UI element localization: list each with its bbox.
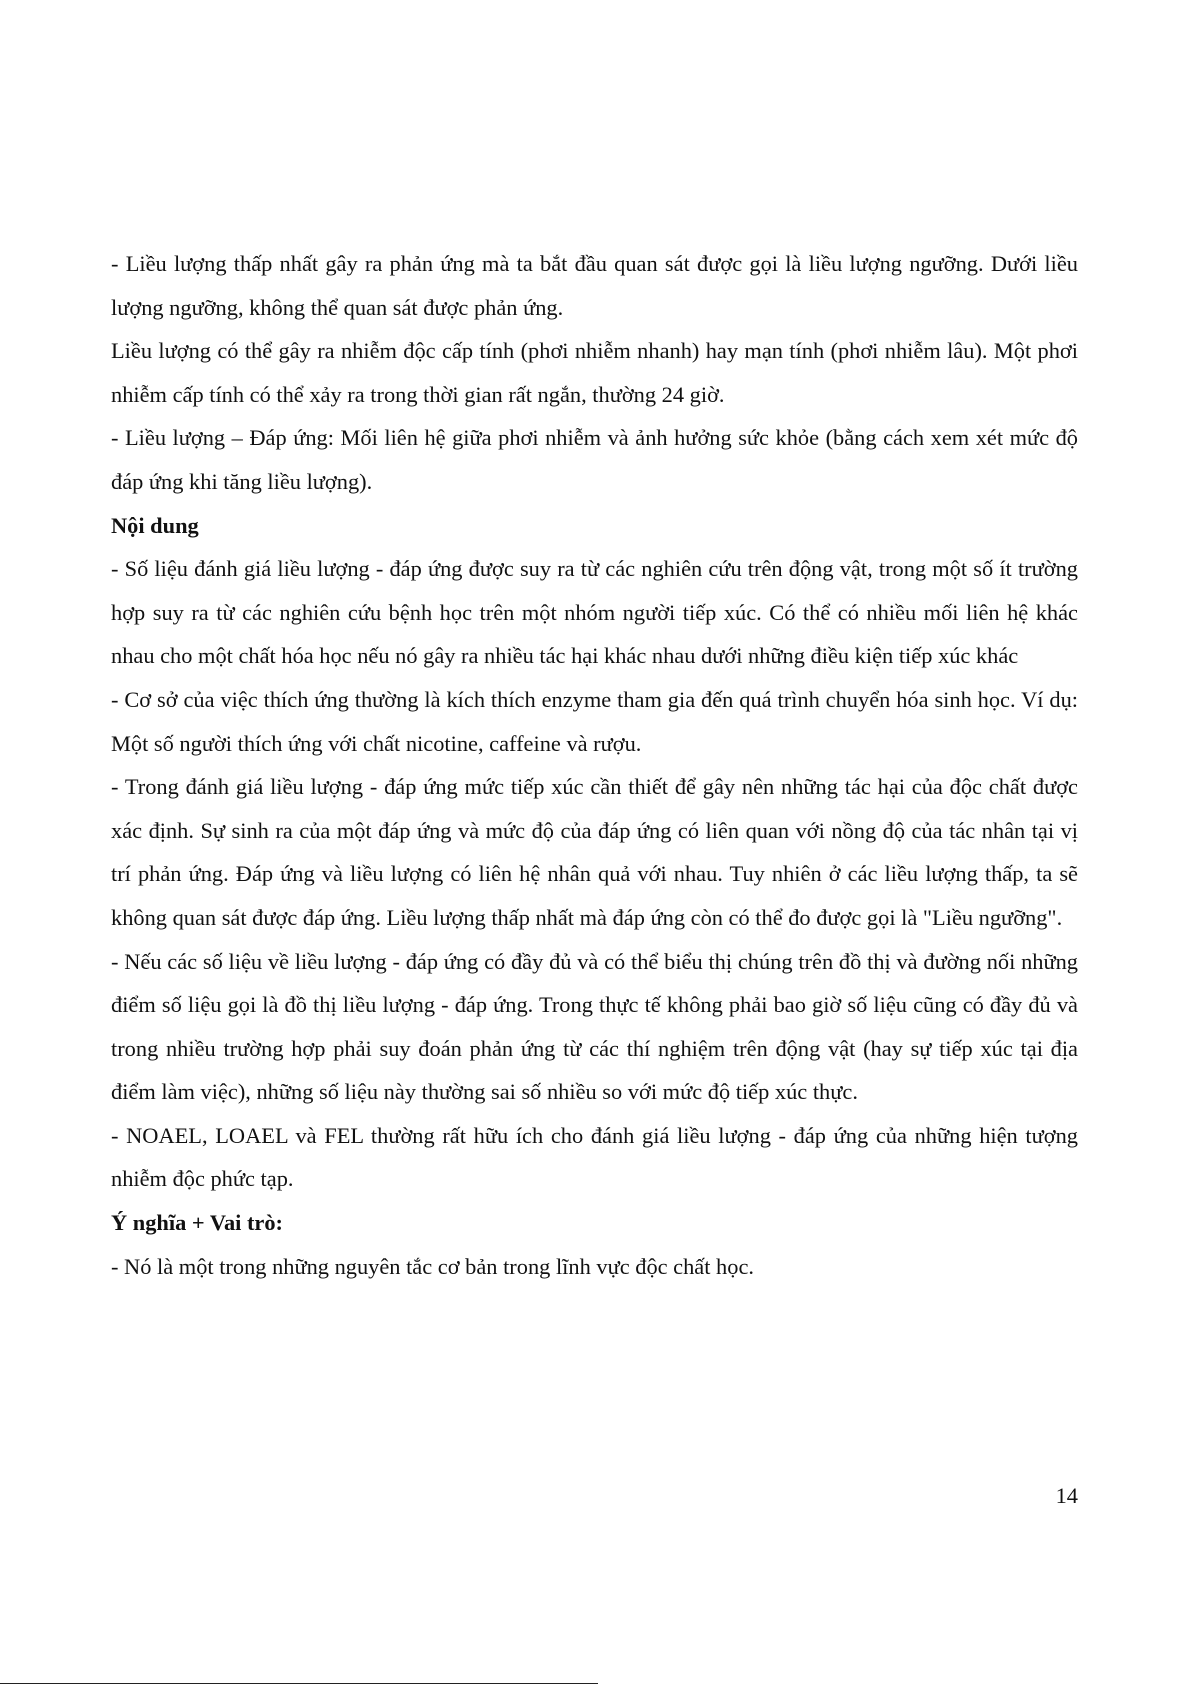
footer-divider	[0, 1683, 598, 1684]
paragraph-dose-response-definition: - Liều lượng – Đáp ứng: Mối liên hệ giữa phơi nhiễm và ảnh hưởng sức khỏe (bằng cách xem xét mức độ đáp ứng khi tăng liều lượng).	[111, 425, 1078, 494]
paragraph-data-sources: - Số liệu đánh giá liều lượng - đáp ứng được suy ra từ các nghiên cứu trên động vật, trong một số ít trường hợp suy ra từ các nghiên cứu bệnh học trên một nhóm người tiếp xúc. Có thể có nhiều mối liên hệ khác nhau cho một chất hóa học nếu nó gây ra nhiều tác hại khác nhau dưới những điều kiện tiếp xúc khác	[111, 556, 1078, 669]
paragraph-exposure-level: - Trong đánh giá liều lượng - đáp ứng mức tiếp xúc cần thiết để gây nên những tác hại của độc chất được xác định. Sự sinh ra của một đáp ứng và mức độ của đáp ứng có liên quan với nồng độ của tác nhân tại vị trí phản ứng. Đáp ứng và liều lượng có liên hệ nhân quả với nhau. Tuy nhiên ở các liều lượng thấp, ta sẽ không quan sát được đáp ứng. Liều lượng thấp nhất mà đáp ứng còn có thể đo được gọi là "Liều ngưỡng".	[111, 774, 1078, 930]
heading-content: Nội dung	[111, 512, 199, 538]
page-number: 14	[1055, 1483, 1078, 1508]
paragraph-adaptation: - Cơ sở của việc thích ứng thường là kích thích enzyme tham gia đến quá trình chuyển hóa sinh học. Ví dụ: Một số người thích ứng với chất nicotine, caffeine và rượu.	[111, 686, 1078, 756]
paragraph-acute-chronic: Liều lượng có thể gây ra nhiễm độc cấp tính (phơi nhiễm nhanh) hay mạn tính (phơi nhiễm lâu). Một phơi nhiễm cấp tính có thể xảy ra trong thời gian rất ngắn, thường 24 giờ.	[111, 338, 1078, 407]
paragraph-threshold-dose: - Liều lượng thấp nhất gây ra phản ứng mà ta bắt đầu quan sát được gọi là liều lượng ngưỡng. Dưới liều lượng ngưỡng, không thể quan sát được phản ứng.	[111, 251, 1078, 320]
paragraph-basic-principle: - Nó là một trong những nguyên tắc cơ bản trong lĩnh vực độc chất học.	[111, 1253, 754, 1279]
heading-meaning-role: Ý nghĩa + Vai trò:	[111, 1210, 284, 1236]
page-body	[111, 242, 1078, 1288]
paragraph-dose-response-curve: - Nếu các số liệu về liều lượng - đáp ứng có đầy đủ và có thể biểu thị chúng trên đồ thị và đường nối những điểm số liệu gọi là đồ thị liều lượng - đáp ứng. Trong thực tế không phải bao giờ số liệu cũng có đầy đủ và trong nhiều trường hợp phải suy đoán phản ứng từ các thí nghiệm trên động vật (hay sự tiếp xúc tại địa điểm làm việc), những số liệu này thường sai số nhiều so với mức độ tiếp xúc thực.	[111, 948, 1078, 1105]
paragraph-noael-loael-fel: - NOAEL, LOAEL và FEL thường rất hữu ích cho đánh giá liều lượng - đáp ứng của những hiện tượng nhiễm độc phức tạp.	[111, 1122, 1078, 1192]
